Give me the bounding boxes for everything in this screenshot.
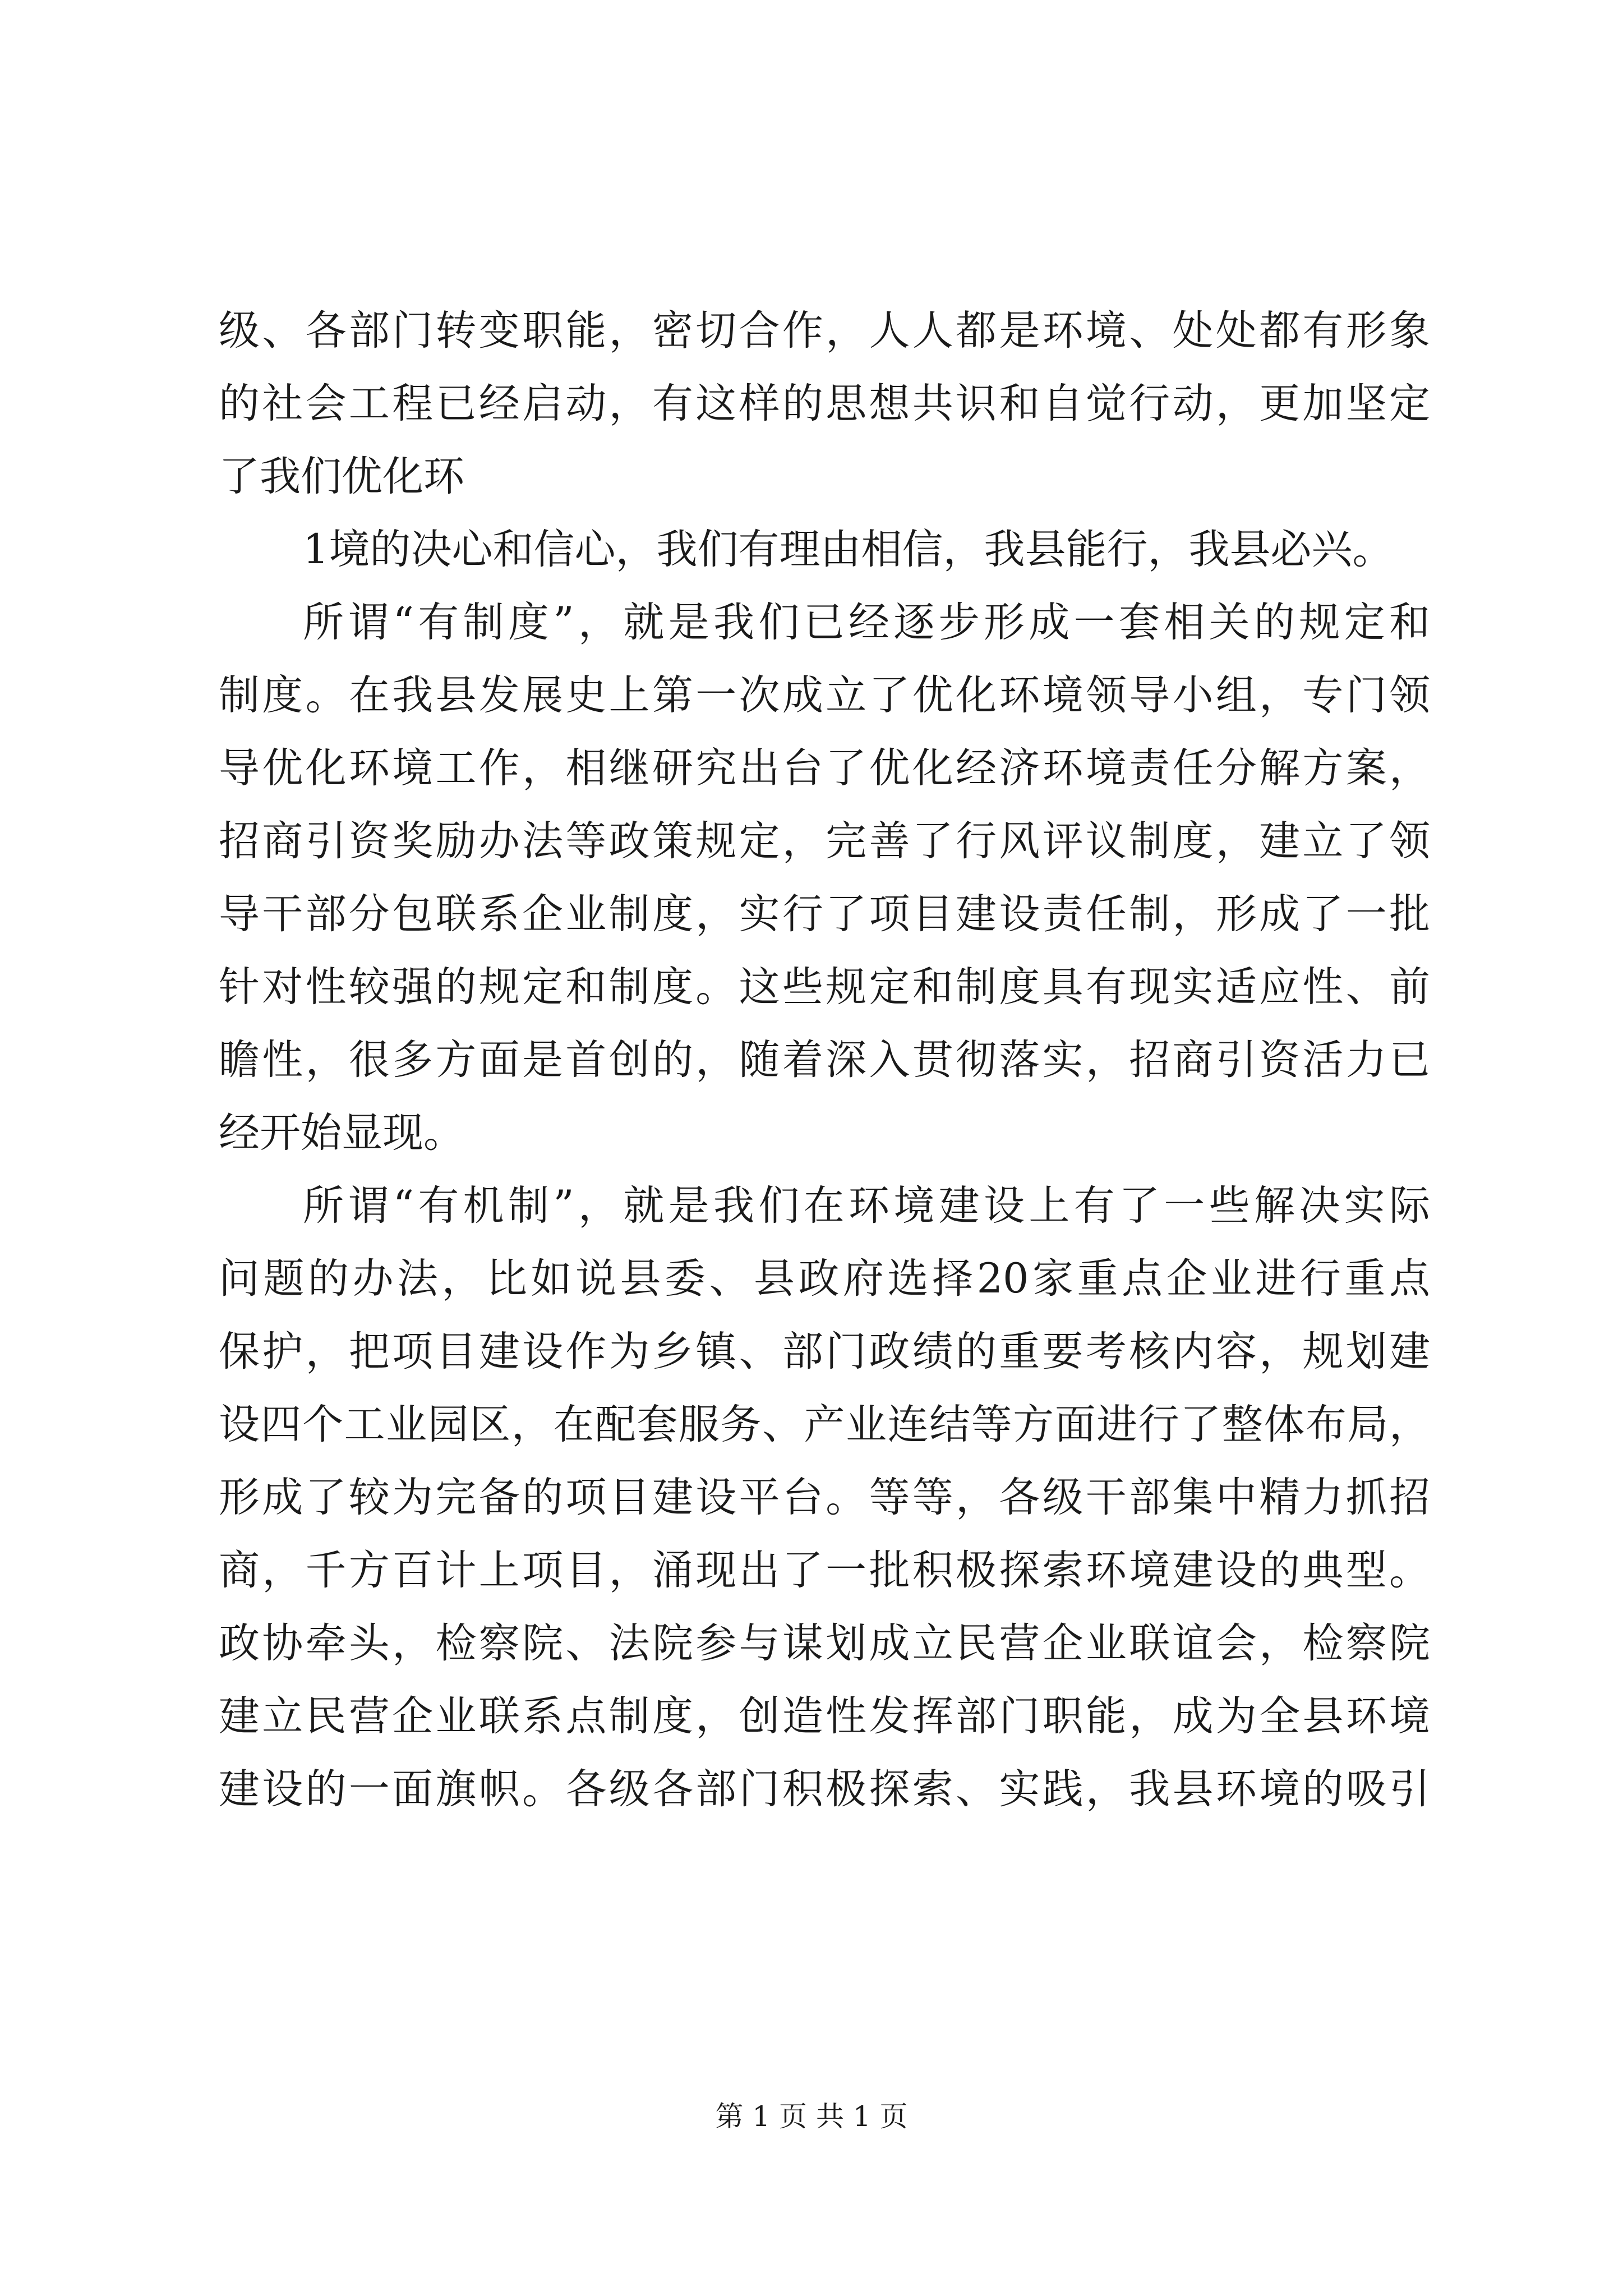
text-line: 瞻性，很多方面是首创的，随着深入贯彻落实，招商引资活力已 [219, 1036, 1430, 1084]
text-line: 的社会工程已经启动，有这样的思想共识和自觉行动，更加坚定 [219, 380, 1430, 427]
text-line: 1境的决心和信心，我们有理由相信，我县能行，我县必兴。 [303, 526, 1394, 573]
body-text [219, 295, 1430, 1826]
text-line: 保护，把项目建设作为乡镇、部门政绩的重要考核内容，规划建 [219, 1328, 1430, 1375]
text-line: 了我们优化环 [219, 453, 464, 500]
text-line: 形成了较为完备的项目建设平台。等等，各级干部集中精力抓招 [219, 1474, 1430, 1521]
text-line: 建立民营企业联系点制度，创造性发挥部门职能，成为全县环境 [219, 1692, 1430, 1740]
text-line: 所谓“有机制”，就是我们在环境建设上有了一些解决实际 [303, 1182, 1430, 1230]
text-line: 针对性较强的规定和制度。这些规定和制度具有现实适应性、前 [219, 963, 1430, 1011]
text-line: 商，千方百计上项目，涌现出了一批积极探索环境建设的典型。 [219, 1547, 1430, 1594]
text-line: 导干部分包联系企业制度，实行了项目建设责任制，形成了一批 [219, 890, 1430, 938]
text-line: 设四个工业园区，在配套服务、产业连结等方面进行了整体布局， [219, 1401, 1430, 1448]
text-line: 政协牵头，检察院、法院参与谋划成立民营企业联谊会，检察院 [219, 1619, 1430, 1667]
text-line: 制度。在我县发展史上第一次成立了优化环境领导小组，专门领 [219, 671, 1430, 719]
text-line: 导优化环境工作，相继研究出台了优化经济环境责任分解方案， [219, 744, 1430, 792]
text-line: 经开始显现。 [219, 1109, 464, 1157]
text-line: 问题的办法，比如说县委、县政府选择20家重点企业进行重点 [219, 1255, 1430, 1303]
page-footer: 第 1 页 共 1 页 [715, 2100, 908, 2133]
text-line: 招商引资奖励办法等政策规定，完善了行风评议制度，建立了领 [219, 817, 1430, 865]
text-line: 级、各部门转变职能，密切合作，人人都是环境、处处都有形象 [219, 307, 1430, 355]
text-line: 建设的一面旗帜。各级各部门积极探索、实践，我县环境的吸引 [219, 1765, 1430, 1813]
text-line: 所谓“有制度”，就是我们已经逐步形成一套相关的规定和 [303, 599, 1430, 646]
